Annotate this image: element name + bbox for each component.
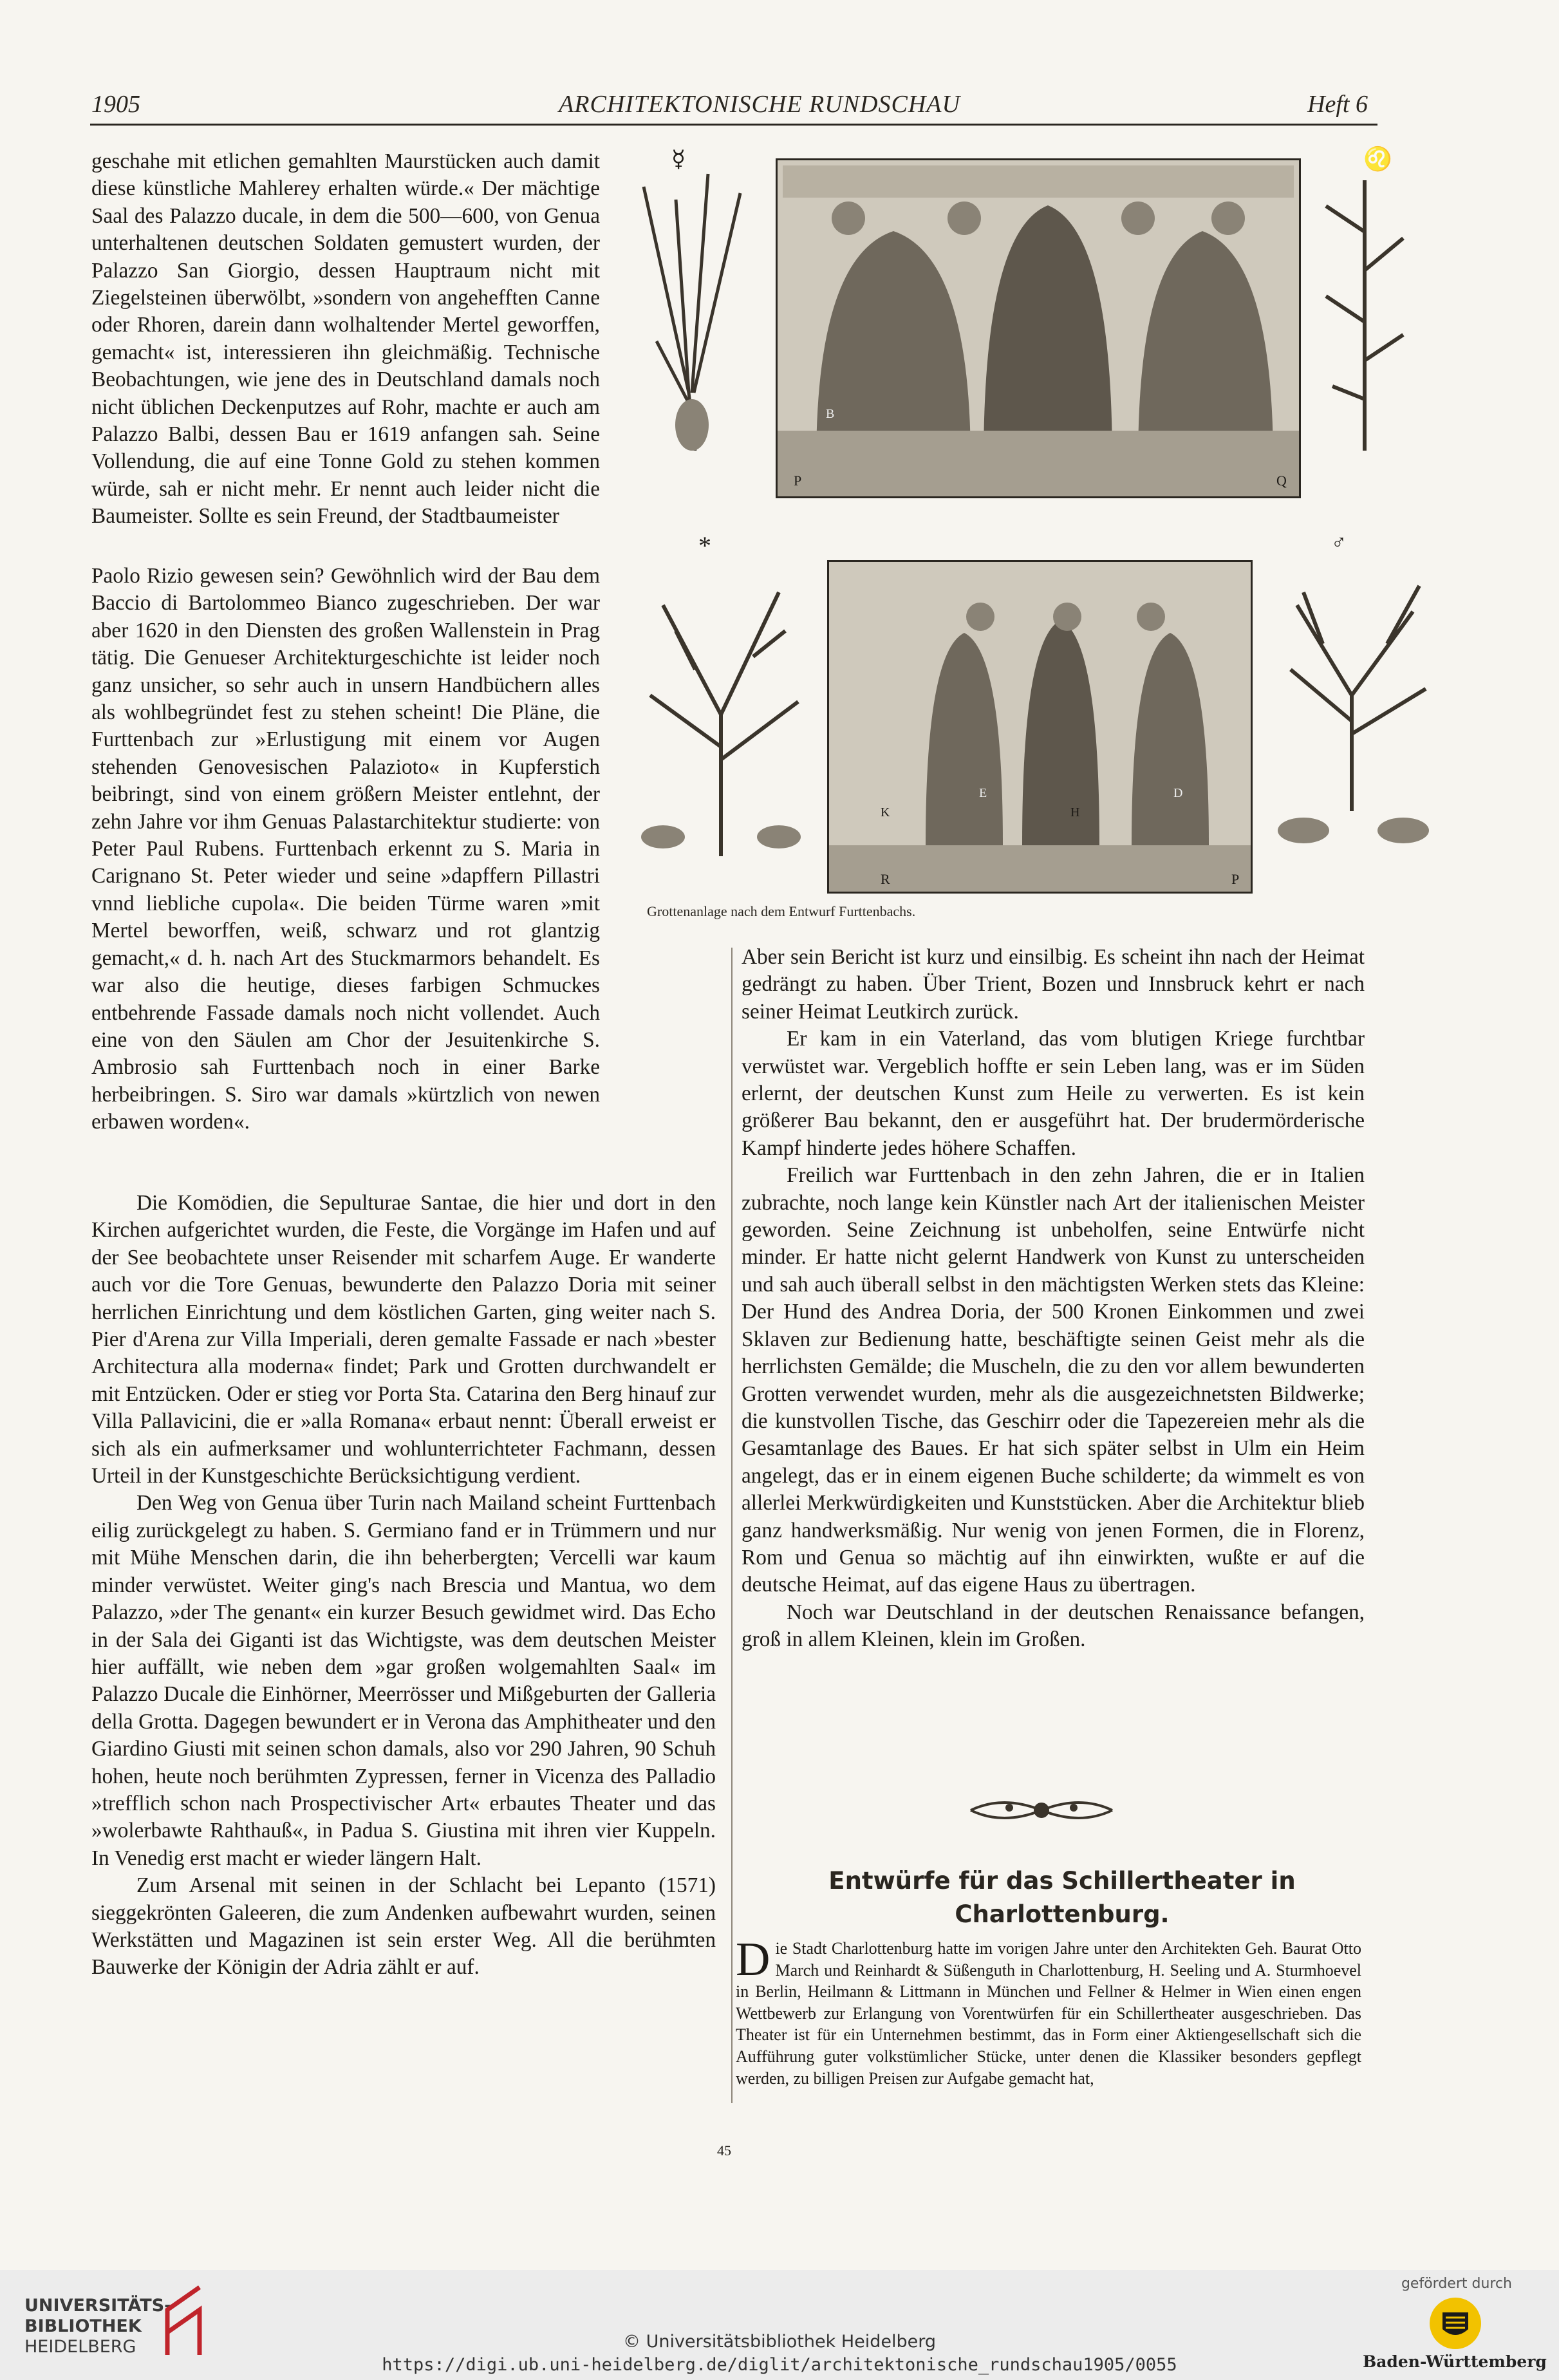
baden-wuerttemberg-crest-icon <box>1428 2296 1483 2351</box>
left-column-narrow-2 <box>91 563 600 1136</box>
library-line: UNIVERSITÄTS- <box>24 2296 172 2316</box>
paragraph: Paolo Rizio gewesen sein? Gewöhnlich wird der Bau dem Baccio di Bartolommeo Bianco zugeschrieben. Der war aber 1620 in den Diensten des großen Wallenstein in Prag tätig. Die Genueser Architekturgeschichte ist leider noch ganz unsicher, so sehr auch in unsern Handbüchern alles als wohlbegründet fest zu stehen scheint! Die Pläne, die Furttenbach zur »Erlustigung mit einem vor Augen stehenden Genovesischen Palazioto« in Kupferstich beibringt, sind von einem größern Meister entlehnt, der zehn Jahre vor ihm Genuas Palastarchitektur studierte: von Peter Paul Rubens. Furttenbach erkennt zu S. Maria in Carignano St. Peter wieder und seine »dapffern Pillastri vnnd liebliche cupola«. Die beiden Türme waren »mit Mertel beworffen, weiß, schwarz und rot glantzig gemacht,« d. h. nach Art des Stuckmarmors behandelt. Es war also die heutige, dieses farbigen Schmuckes entbehrende Fassade damals noch nicht vollendet. Auch eine von den Säulen am Chor der Jesuitenkirche S. Ambrosio sah Furttenbach noch in einer Barke herbeibringen. S. Siro war damals »kürtzlich von newen erbawen worden«. <box>91 564 600 1134</box>
funder-name: Baden-Württemberg <box>1363 2352 1547 2371</box>
header-rule <box>90 124 1377 126</box>
figure-letter: H <box>1070 805 1080 820</box>
coral-drawing-left-bottom <box>624 554 817 863</box>
paragraph: Noch war Deutschland in der deutschen Renaissance befangen, groß in allem Kleinen, klein im Großen. <box>742 1600 1365 1652</box>
left-column-narrow <box>91 148 600 530</box>
article-title-line1: Entwürfe für das Schillertheater in <box>828 1867 1296 1895</box>
article-title-line2: Charlottenburg. <box>955 1900 1170 1928</box>
paragraph: Zum Arsenal mit seinen in der Schlacht bei Lepanto (1571) sieggekrönten Galeeren, die zum Andenken aufbewahrt wurden, seinen Werkstätten und Magazinen ist sein erster Weg. All die berühmten Bauwerke der Königin der Adria zählt er auf. <box>91 1873 716 1980</box>
figure-letter: B <box>826 407 835 421</box>
right-column <box>742 944 1365 1654</box>
header-issue: Heft 6 <box>1307 91 1368 118</box>
figure-letter: R <box>881 871 890 887</box>
figure-caption: Grottenanlage nach dem Entwurf Furttenbachs. <box>647 903 916 919</box>
coral-drawing-left-top <box>618 148 766 451</box>
engraving-top-art <box>778 160 1299 496</box>
article-text: ie Stadt Charlottenburg hatte im vorigen Jahre unter den Architekten Geh. Baurat Otto March und Reinhardt & Süßenguth in Charlottenburg, H. Seeling und A. Sturmhoevel in Berlin, Heilmann & Littmann in München und Fellner & Helmer in Wien einen engen Wettbewerb zur Erlangung von Vorentwürfen für ein Schillertheater ausgeschrieben. Das Theater ist für ein Unternehmen bestimmt, das in Form einer Aktiengesellschaft sich die Aufführung guter volkstümlicher Stücke, unter denen die Klassiker besonders gepflegt werden, zu billigen Preisen zur Aufgabe gemacht hat, <box>736 1939 1361 2088</box>
engraving-bottom <box>827 560 1253 894</box>
dropcap: D <box>736 1933 770 1986</box>
engraving-top <box>776 158 1301 498</box>
funded-by-label: gefördert durch <box>1401 2276 1513 2292</box>
figure-letter: P <box>794 473 802 489</box>
figure-letter: Q <box>1276 473 1287 489</box>
coral-drawing-right-bottom <box>1265 567 1439 850</box>
paragraph: Freilich war Furttenbach in den zehn Jahren, die er in Italien zubrachte, noch lange kein Künstler nach Art der italienischen Meister geworden. Seine Zeichnung ist unbeholfen, seine Entwürfe nicht minder. Er hatte nicht gelernt Handwerk von Kunst zu unterscheiden und sah auch überall selbst in den mächtigsten Werken stets das Kleine: Der Hund des Andrea Doria, der 500 Kronen Einkommen und zwei Sklaven zur Bedienung hatte, beschäftigte seinen Geist mehr als die herrlichsten Gemälde; die Muscheln, die zu den vor allem bewunderten Grotten verwendet wurden, mehr als die ausgezeichnetsten Bildwerke; die kunstvollen Tische, das Geschirr oder die Tapezereien mehr als die Gesamtanlage des Baues. Er hat sich später selbst in Ulm ein Heim angelegt, das er in einem eigenen Buche schilderte; da wimmelt es von allerlei Merkwürdigkeiten und Kunststücken. Aber die Architektur blieb ganz handwerksmäßig. Nur wenig von jenen Formen, die in Florenz, Rom und Genua so mächtig auf ihn einwirkten, wußte er auf die deutsche Heimat, auf das eigene Haus zu übertragen. <box>742 1163 1365 1597</box>
paragraph: Aber sein Bericht ist kurz und einsilbig. Es scheint ihn nach der Heimat gedrängt zu haben. Über Trient, Bozen und Innsbruck kehrt er nach seiner Heimat Leutkirch zurück. <box>742 945 1365 1024</box>
figure-letter: D <box>1173 786 1183 800</box>
figure-letter: K <box>881 805 890 820</box>
figure-letter: E <box>979 786 987 800</box>
copyright-notice: © Universitätsbibliothek Heidelberg <box>622 2332 936 2352</box>
header-title: ARCHITEKTONISCHE RUNDSCHAU <box>559 91 960 118</box>
symbol-mars: ♂ <box>1331 530 1347 554</box>
library-line: BIBLIOTHEK <box>24 2316 142 2336</box>
paragraph: Die Komödien, die Sepulturae Santae, die hier und dort in den Kirchen aufgerichtet wurden, die Feste, die Vorgänge im Hafen und auf der See beobachtete unser Reisender mit scharfem Auge. Er wanderte auch vor die Tore Genuas, bewunderte den Palazzo Doria mit seiner herrlichen Einrichtung und dem köstlichen Garten, ging weiter nach S. Pier d'Arena zur Villa Imperiali, deren gemalte Fassade er nach »bester Architectura alla moderna« findet; Park und Grotten durchwandelt er mit Entzücken. Oder er stieg vor Porta Sta. Catarina den Berg hinauf zur Villa Pallavicini, die er »alla Romana« erbaut nennt: Überall erweist er sich als ein aufmerksamer und wohlunterrichteter Fachmann, dessen Urteil in der Kunstgeschichte Berücksichtigung verdient. <box>91 1191 716 1488</box>
coral-drawing-right-top <box>1313 167 1410 457</box>
article-body <box>736 1933 1361 2089</box>
ornament-divider <box>964 1787 1119 1833</box>
header-year: 1905 <box>91 91 140 118</box>
column-rule <box>731 948 733 2103</box>
paragraph: geschahe mit etlichen gemahlten Maurstücken auch damit diese künstliche Mahlerey erhalten würde.« Der mächtige Saal des Palazzo ducale, in dem die 500—600, von Genua unterhaltenen deutschen Soldaten gemustert wurden, der Palazzo San Giorgio, dessen Hauptraum nicht mit Ziegelsteinen überwölbt, »sondern von angehefften Canne oder Rhoren, darein dann wolhaltender Mertel geworffen, gemacht« ist, interessieren ihn gleichmäßig. Technische Beobachtungen, wie jene des in Deutschland damals noch nicht üblichen Deckenputzes auf Rohr, machte er auch am Palazzo Balbi, dessen Bau er 1619 anfangen sah. Seine Vollendung, die auf eine Tonne Gold zu stehen kommen würde, sah er nicht mehr. Er nennt auch leider nicht die Baumeister. Sollte es sein Freund, der Stadtbaumeister <box>91 149 600 529</box>
left-column-wide <box>91 1190 716 1982</box>
paragraph: Den Weg von Genua über Turin nach Mailand scheint Furttenbach eilig zurückgelegt zu haben. S. Germiano fand er in Trümmern und nur mit Mühe Menschen darin, die ihn beherbergten; Vercelli war kaum minder verwüstet. Weiter ging's nach Brescia und Mantua, wo dem Palazzo, »der The genant« ein kurzer Besuch gewidmet wird. Das Echo in der Sala dei Giganti ist das Wichtigste, was dem deutschen Meister hier auffällt, wie neben dem »gar großen wolgemahlten Saal« im Palazzo Ducale die Einhörner, Meerrösser und Mißgeburten der Galleria della Grotta. Dagegen bewundert er in Verona das Amphitheater und den Giardino Giusti mit seinen schon damals, also vor 290 Jahren, 90 Schuh hohen, heute noch berühmten Zypressen, ferner in Vicenza des Palladio »trefflich schon nach Prospectivischer Art« erbautes Theater und das »wolerbawte Rahthauß«, in Padua S. Giustina mit ihren vier Kuppeln. In Venedig erst macht er wieder längern Halt. <box>91 1491 716 1870</box>
symbol-mercury: ☿ <box>671 146 686 172</box>
library-line: HEIDELBERG <box>24 2337 136 2357</box>
source-url[interactable]: https://digi.ub.uni-heidelberg.de/diglit/architektonische_rundschau1905/0055 <box>382 2355 1177 2375</box>
page-number: 45 <box>717 2142 731 2159</box>
symbol-star: * <box>698 531 711 560</box>
engraving-bottom-art <box>829 562 1251 892</box>
figure-letter: P <box>1231 871 1240 887</box>
paragraph: Er kam in ein Vaterland, das vom blutigen Kriege furchtbar verwüstet war. Vergeblich hoffte er sein Leben lang, was er im Süden erlernt, der deutschen Kunst zum Heile zu verwerten. Es ist kein größerer Bau bekannt, den er ausgeführt hat. Der brudermörderische Kampf hinderte jedes höhere Schaffen. <box>742 1027 1365 1160</box>
symbol-leo: ♌ <box>1363 146 1392 172</box>
